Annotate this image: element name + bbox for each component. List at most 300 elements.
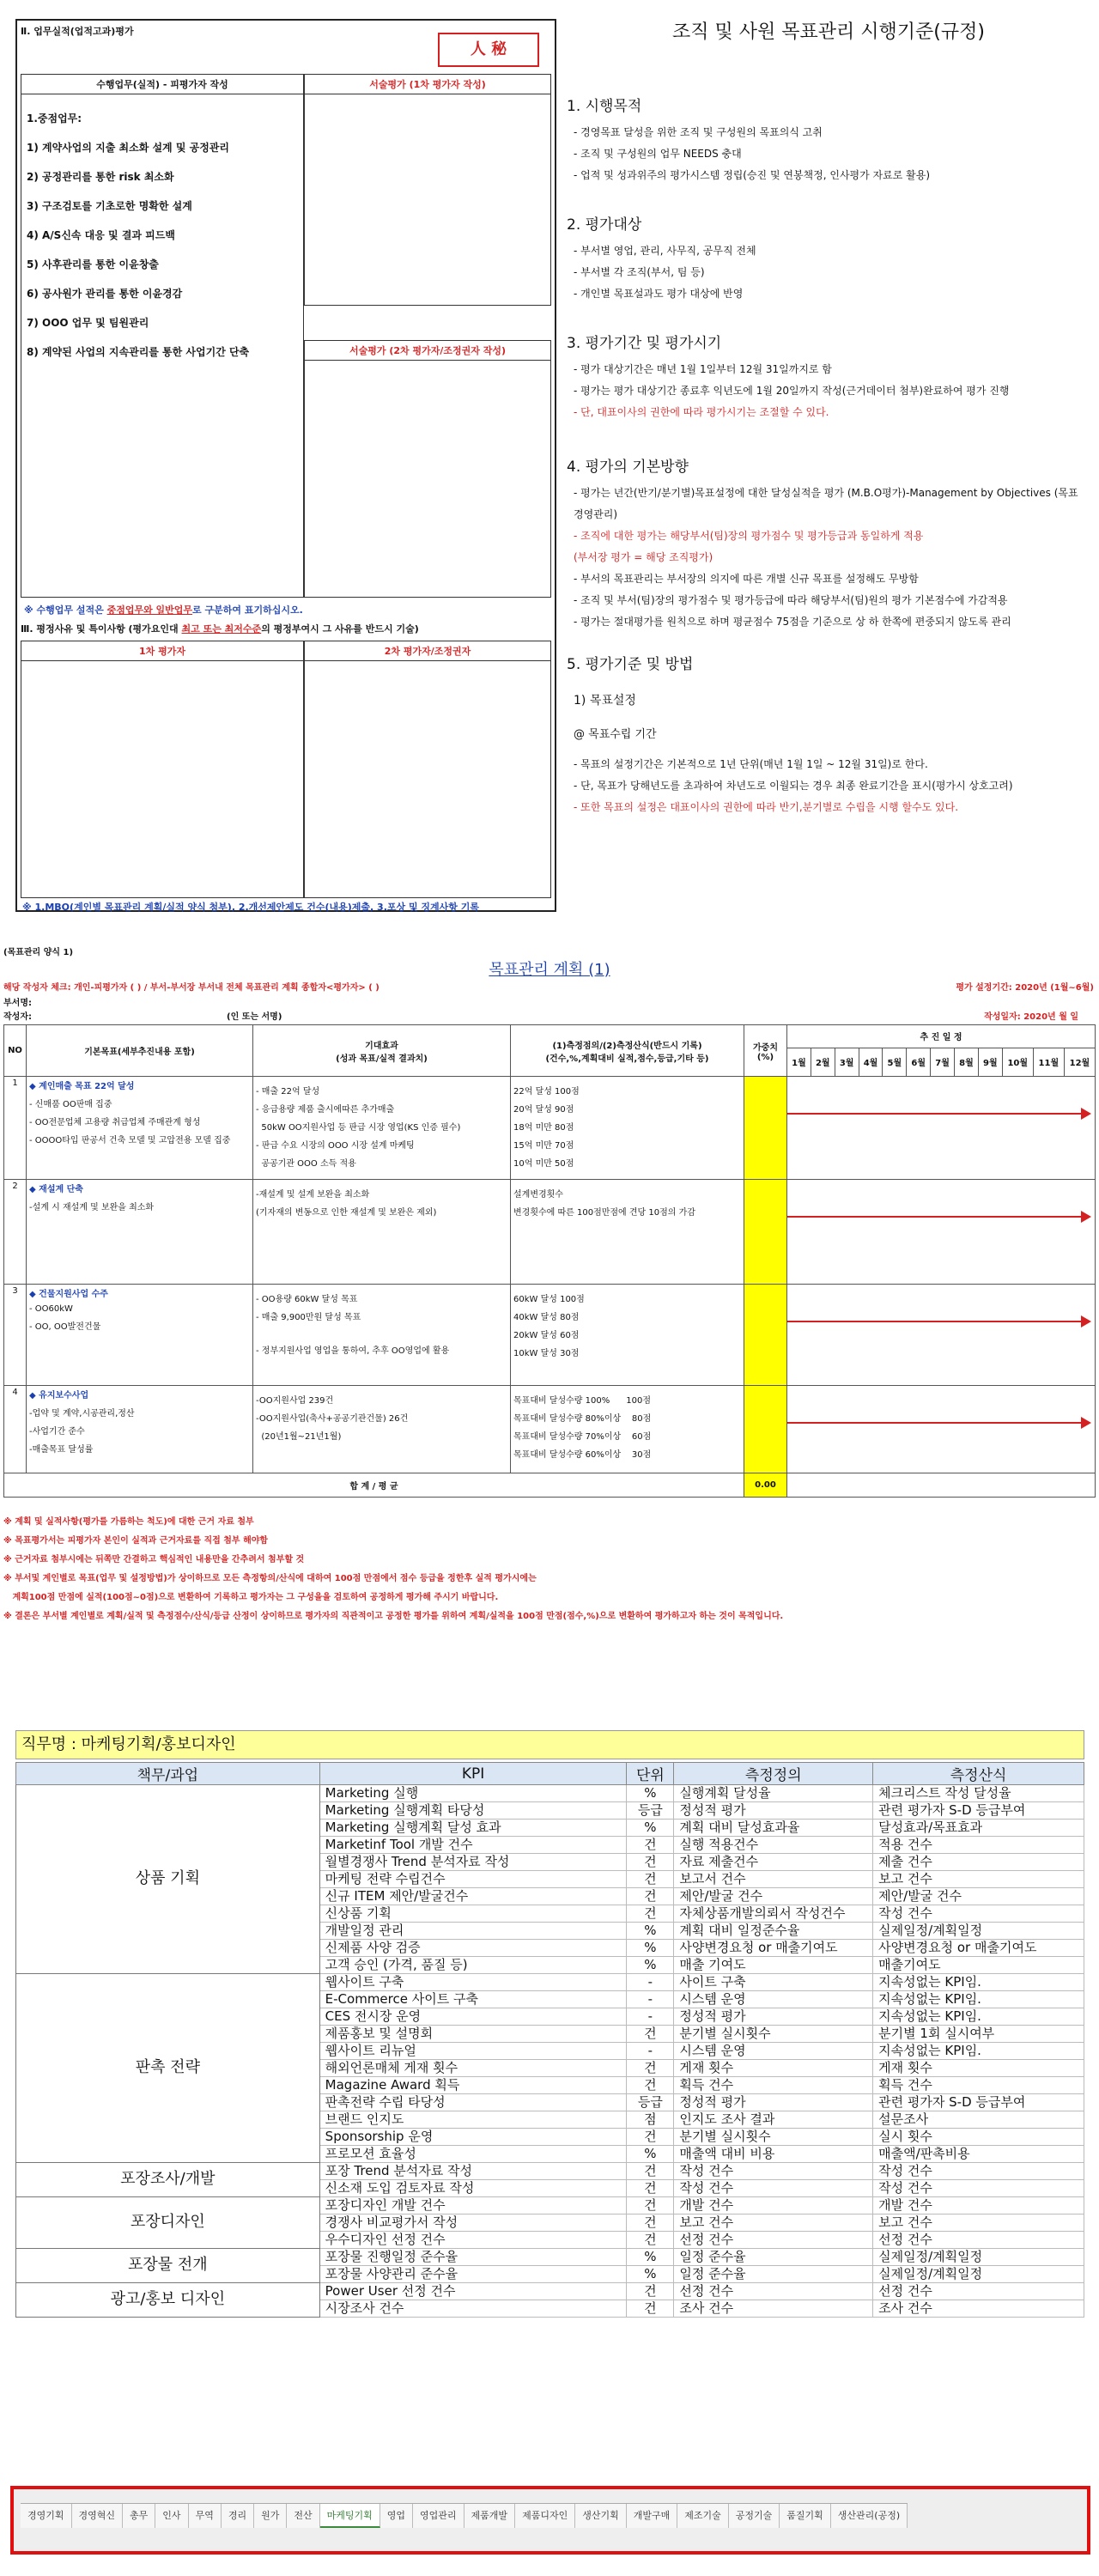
mbo-measure-item: 목표대비 달성수량 100% 100점: [513, 1396, 652, 1406]
mbo-measure-item: 20kW 달성 60점: [513, 1331, 580, 1340]
kpi-row: [16, 2197, 1084, 2215]
schedule-arrow: [787, 1321, 1090, 1322]
schedule-arrow: [787, 1113, 1090, 1115]
confidential-stamp: 人 秘: [438, 33, 539, 67]
kpi-formula: 실제일정/계획일정: [873, 2249, 1084, 2266]
kpi-definition: 시스템 운영: [674, 1991, 873, 2008]
kpi-duty-group: 상품 기획: [16, 1785, 320, 1974]
kpi-unit: 등급: [627, 2094, 674, 2111]
mbo-h-no: NO: [4, 1025, 27, 1077]
kpi-unit: -: [627, 1991, 674, 2008]
kpi-row: [16, 2249, 1084, 2266]
mbo-row: [4, 1285, 1096, 1386]
mbo-schedule-cell[interactable]: [787, 1285, 1096, 1386]
kpi-definition: 자료 제출건수: [674, 1854, 873, 1871]
kpi-unit: -: [627, 2043, 674, 2060]
duty-item: 1.중점업무:: [27, 112, 82, 125]
kpi-name: Sponsorship 운영: [319, 2129, 627, 2146]
sheet-tab[interactable]: 전산: [287, 2504, 319, 2528]
mbo-writer: 작성자:: [3, 1012, 32, 1022]
kpi-unit: 건: [627, 2232, 674, 2249]
kpi-name: 신제품 사양 검증: [319, 1940, 627, 1957]
kpi-name: 개발일정 관리: [319, 1923, 627, 1940]
kpi-unit: -: [627, 2008, 674, 2026]
kpi-formula: 선정 건수: [873, 2283, 1084, 2300]
mbo-measure-item: 10kW 달성 30점: [513, 1349, 580, 1358]
kpi-formula: 조사 건수: [873, 2300, 1084, 2318]
mbo-effect-item: -재설계 및 설계 보완을 최소화: [256, 1190, 370, 1200]
kpi-definition: 개발 건수: [674, 2197, 873, 2215]
kpi-definition: 획득 건수: [674, 2077, 873, 2094]
kpi-unit: 건: [627, 2060, 674, 2077]
kpi-formula: 적용 건수: [873, 1837, 1084, 1854]
mbo-row-effect: [253, 1285, 511, 1386]
mbo-goal-item: -사업기간 준수: [29, 1427, 85, 1437]
mbo-note: ※ 목표평가서는 피평가자 본인이 실적과 근거자료를 직접 첨부 해야함: [3, 1536, 269, 1546]
mbo-note: ※ 계획 및 실적사항(평가를 가름하는 척도)에 대한 근거 자료 첨부: [3, 1517, 254, 1527]
kpi-formula: 지속성없는 KPI임.: [873, 2008, 1084, 2026]
kpi-definition: 작성 건수: [674, 2180, 873, 2197]
kpi-definition: 자체상품개발의뢰서 작성건수: [674, 1905, 873, 1923]
mbo-row-no: 3: [4, 1285, 27, 1386]
kpi-formula: 매출기여도: [873, 1957, 1084, 1974]
mbo-schedule-cell[interactable]: [787, 1180, 1096, 1285]
kpi-unit: 건: [627, 1854, 674, 1871]
kpi-name: 월별경쟁사 Trend 분석자료 작성: [319, 1854, 627, 1871]
mbo-effect-item: -OO지원사업(축사+공공기관건물) 26건: [256, 1414, 409, 1424]
mbo-goal-item: -매출목표 달성률: [29, 1445, 94, 1455]
mbo-period: 평가 설정기간: 2020년 (1월~6월): [956, 983, 1094, 993]
sheet-tab[interactable]: 경리: [222, 2504, 254, 2528]
kpi-name: 포장디자인 개발 건수: [319, 2197, 627, 2215]
kpi-table: [15, 1762, 1084, 2318]
reg-s2-list: [567, 240, 1090, 305]
reg-s5-1: 1) 목표설정: [574, 694, 636, 708]
kpi-unit: 건: [627, 2163, 674, 2180]
kpi-name: 고객 승인 (가격, 품질 등): [319, 1957, 627, 1974]
mbo-table: [3, 1024, 1096, 1498]
kpi-unit: 등급: [627, 1802, 674, 1820]
kpi-unit: %: [627, 1820, 674, 1837]
sheet-tab[interactable]: 마케팅기획: [320, 2504, 380, 2528]
mbo-note: ※ 부서및 계인별로 목표(업무 및 설정방법)가 상이하므로 모든 측정항의/산식에 대하여 100점 만점에서 점수 등급을 정한후 실적 평가시에는: [3, 1574, 537, 1583]
kpi-formula: 관련 평가자 S-D 등급부여: [873, 2094, 1084, 2111]
kpi-formula: 분기별 1회 실시여부: [873, 2026, 1084, 2043]
mbo-row: [4, 1386, 1096, 1473]
month-header: 8월: [955, 1048, 979, 1076]
kpi-formula: 획득 건수: [873, 2077, 1084, 2094]
mbo-total-value: 0.00: [744, 1473, 787, 1498]
reg-list-item: - 평가 대상기간은 매년 1월 1일부터 12월 31일까지로 함: [574, 363, 832, 375]
reg-s1-heading: 1. 시행목적: [567, 98, 642, 115]
kpi-unit: -: [627, 1974, 674, 1991]
mbo-row-goal: [27, 1077, 253, 1180]
month-header: 12월: [1064, 1048, 1095, 1076]
reg-s3-heading: 3. 평가기간 및 평가시기: [567, 335, 722, 352]
kpi-definition: 조사 건수: [674, 2300, 873, 2318]
kpi-h-unit: 단위: [627, 1763, 674, 1785]
mbo-goal-title: ◆ 유지보수사업: [29, 1391, 89, 1400]
kpi-name: Marketinf Tool 개발 건수: [319, 1837, 627, 1854]
mbo-row-measure: [511, 1386, 744, 1473]
mbo-effect-item: - 매출 22억 달성: [256, 1087, 320, 1097]
mbo-row-weight[interactable]: [744, 1285, 787, 1386]
kpi-definition: 계획 대비 일정준수율: [674, 1923, 873, 1940]
section-3-heading: Ⅲ. 평정사유 및 특이사항 (평가요인대 최고 또는 최저수준의 평정부여시 그 사유를 반드시 기술): [21, 623, 419, 635]
sheet-tab[interactable]: 인사: [155, 2504, 188, 2528]
mbo-effect-item: - 매출 9,900만원 달성 목표: [256, 1313, 361, 1322]
mbo-check-line: 해당 작성자 체크: 개인-피평가자 ( ) / 부서-부서장 부서내 전체 목표관리 계획 종합자<평가자> ( ): [3, 983, 379, 993]
kpi-h-duty: 책무/과업: [16, 1763, 320, 1785]
kpi-definition: 정성적 평가: [674, 1802, 873, 1820]
col-left-header: 수행업무(실적) - 피평가자 작성: [21, 75, 303, 94]
kpi-h-formula: 측정산식: [873, 1763, 1084, 1785]
mbo-h-schedule: 추 진 일 정: [787, 1025, 1096, 1048]
duty-item: 6) 공사원가 관리를 통한 이윤경감: [27, 288, 183, 300]
reg-s5-red-note: - 또한 목표의 설정은 대표이사의 권한에 따라 반기,분기별로 수립을 시행 할수도 있다.: [574, 801, 959, 813]
kpi-unit: 건: [627, 2215, 674, 2232]
kpi-definition: 매출 기여도: [674, 1957, 873, 1974]
kpi-definition: 선정 건수: [674, 2283, 873, 2300]
evaluation-form: [15, 19, 556, 912]
kpi-unit: 건: [627, 2283, 674, 2300]
regulation-title: 조직 및 사원 목표관리 시행기준(규정): [672, 21, 985, 43]
sheet-tab[interactable]: 생산관리(공정): [831, 2504, 908, 2528]
reg-list-item: - 업적 및 성과위주의 평가시스템 정립(승진 및 연봉책정, 인사평가 자료로 활용): [574, 169, 931, 181]
kpi-formula: 제출 건수: [873, 1854, 1084, 1871]
duty-item: 7) OOO 업무 및 팀원관리: [27, 317, 149, 329]
month-header: 6월: [907, 1048, 931, 1076]
kpi-row: [16, 1974, 1084, 1991]
mbo-measure-item: 18억 미만 80점: [513, 1123, 574, 1133]
kpi-formula: 게재 횟수: [873, 2060, 1084, 2077]
sheet-tab[interactable]: 생산기획: [575, 2504, 627, 2528]
kpi-name: 신소재 도입 검토자료 작성: [319, 2180, 627, 2197]
kpi-definition: 실행계획 달성율: [674, 1785, 873, 1802]
reg-s5-2: @ 목표수립 기간: [574, 728, 657, 741]
sheet-tab[interactable]: 공정기술: [729, 2504, 780, 2528]
mbo-title: 목표관리 계획 (1): [489, 961, 610, 979]
kpi-definition: 분기별 실시횟수: [674, 2129, 873, 2146]
kpi-definition: 일정 준수율: [674, 2266, 873, 2283]
mbo-measure-item: 목표대비 달성수량 80%이상 80점: [513, 1414, 652, 1424]
sheet-tab[interactable]: 영업관리: [413, 2504, 464, 2528]
mbo-measure-item: 40kW 달성 80점: [513, 1313, 580, 1322]
mbo-effect-item: (기자재의 변동으로 인한 재설계 및 보완은 제외): [256, 1208, 437, 1218]
mbo-row-no: 1: [4, 1077, 27, 1180]
duty-item: 2) 공정관리를 통한 risk 최소화: [27, 171, 174, 183]
kpi-definition: 시스템 운영: [674, 2043, 873, 2060]
kpi-formula: 관련 평가자 S-D 등급부여: [873, 1802, 1084, 1820]
section-2-heading: Ⅱ. 업무실적(업적고과)평가: [21, 26, 134, 37]
duties-list: [21, 113, 303, 357]
kpi-definition: 분기별 실시횟수: [674, 2026, 873, 2043]
mbo-row: [4, 1180, 1096, 1285]
mbo-effect-item: (20년1월~21년1월): [256, 1432, 342, 1442]
mbo-h-goal: 기본목표(세부추진내용 포함): [27, 1025, 253, 1077]
mbo-form-label: (목표관리 양식 1): [3, 948, 74, 957]
kpi-formula: 실제일정/계획일정: [873, 2266, 1084, 2283]
kpi-definition: 일정 준수율: [674, 2249, 873, 2266]
mbo-goal-item: - OOOO타입 판공서 건축 모델 및 고압전용 모델 집중: [29, 1136, 231, 1145]
sheet-tab[interactable]: 제조기술: [677, 2504, 729, 2528]
kpi-definition: 인지도 조사 결과: [674, 2111, 873, 2129]
kpi-row: [16, 2163, 1084, 2180]
kpi-unit: 점: [627, 2111, 674, 2129]
mbo-effect-item: - 정부지원사업 영업을 통하여, 추후 OO영업에 활용: [256, 1346, 450, 1356]
duty-item: 4) A/S신속 대응 및 결과 피드백: [27, 229, 175, 241]
kpi-name: 경쟁사 비교평가서 작성: [319, 2215, 627, 2232]
kpi-duty-group: 포장디자인: [16, 2197, 320, 2249]
kpi-formula: 작성 건수: [873, 2180, 1084, 2197]
month-header: 5월: [883, 1048, 907, 1076]
mbo-row-no: 2: [4, 1180, 27, 1285]
first-review-box: [304, 74, 551, 306]
kpi-name: Marketing 실행: [319, 1785, 627, 1802]
mbo-effect-item: - 판급 수요 시장의 OOO 시장 설계 마케팅: [256, 1141, 415, 1151]
kpi-definition: 정성적 평가: [674, 2008, 873, 2026]
kpi-formula: 달성효과/목표효과: [873, 1820, 1084, 1837]
kpi-name: Power User 선정 건수: [319, 2283, 627, 2300]
duty-item: 1) 계약사업의 지출 최소화 설계 및 공정관리: [27, 142, 229, 154]
sheet-tab[interactable]: 경영기획: [21, 2504, 72, 2528]
mbo-schedule-cell[interactable]: [787, 1386, 1096, 1473]
reg-list-item: - 평가는 절대평가를 원칙으로 하며 평균점수 75점을 기준으로 상 하 한쪽에 편중되지 않도록 관리: [574, 616, 1011, 628]
mbo-measure-item: 60kW 달성 100점: [513, 1295, 585, 1304]
reg-list-item: - 조직 및 구성원의 업무 NEEDS 충대: [574, 148, 742, 160]
mbo-row-weight[interactable]: [744, 1077, 787, 1180]
kpi-name: 마케팅 전략 수립건수: [319, 1871, 627, 1888]
month-header: 10월: [1002, 1048, 1033, 1076]
kpi-formula: 개발 건수: [873, 2197, 1084, 2215]
kpi-duty-group: 광고/홍보 디자인: [16, 2283, 320, 2318]
month-header: 3월: [835, 1048, 859, 1076]
kpi-unit: 건: [627, 2197, 674, 2215]
sheet-tab[interactable]: 품질기획: [780, 2504, 831, 2528]
reg-s5-list: [567, 754, 1090, 797]
kpi-name: 시장조사 건수: [319, 2300, 627, 2318]
mbo-row-effect: [253, 1180, 511, 1285]
reg-s4-heading: 4. 평가의 기본방향: [567, 459, 689, 476]
kpi-formula: 사양변경요청 or 매출기여도: [873, 1940, 1084, 1957]
kpi-unit: %: [627, 1940, 674, 1957]
mbo-signature: (인 또는 서명): [227, 1012, 282, 1022]
sheet-tab[interactable]: 제품개발: [464, 2504, 516, 2528]
kpi-name: 판촉전략 수립 타당성: [319, 2094, 627, 2111]
duty-item: 5) 사후관리를 통한 이윤창출: [27, 258, 159, 270]
mbo-measure-item: 설계변경횟수: [513, 1190, 563, 1200]
kpi-row: [16, 2283, 1084, 2300]
kpi-definition: 실행 적용건수: [674, 1837, 873, 1854]
month-header: 7월: [931, 1048, 955, 1076]
kpi-formula: 지속성없는 KPI임.: [873, 1974, 1084, 1991]
mbo-effect-item: -OO지원사업 239건: [256, 1396, 334, 1406]
reg-list-item: - 평가는 년간(반기/분기별)목표설정에 대한 달성실적을 평가 (M.B.O평가)-Management by Objectives (목표 경영관리): [574, 487, 1078, 520]
kpi-name: E-Commerce 사이트 구축: [319, 1991, 627, 2008]
kpi-formula: 실제일정/계획일정: [873, 1923, 1084, 1940]
mbo-h-measure: (1)측정점의/(2)측정산식(반드시 기록) (건수,%,계획대비 실적,점수,등급,기타 등): [511, 1025, 744, 1077]
sheet-tab[interactable]: 영업: [380, 2504, 413, 2528]
mbo-note: ※ 근거자료 첨부시에는 뒤쪽만 간결하고 핵심적인 내용만을 간추려서 첨부할 것: [3, 1555, 305, 1564]
kpi-definition: 작성 건수: [674, 2163, 873, 2180]
mbo-effect-item: [256, 1327, 507, 1338]
kpi-unit: %: [627, 2249, 674, 2266]
kpi-formula: 선정 건수: [873, 2232, 1084, 2249]
kpi-unit: 건: [627, 1871, 674, 1888]
kpi-formula: 지속성없는 KPI임.: [873, 1991, 1084, 2008]
reg-list-item: (부서장 평가 = 해당 조직평가): [574, 551, 713, 563]
mbo-note: ※ 결론은 부서별 계인별로 계획/실적 및 측정점수/산식/등급 산정이 상이하므로 평가자의 직관적이고 공정한 평가를 위하여 계획/실적을 100점 만점(점수,%)으로 변환하여 평가하고자 하는 것이 목적입니다.: [3, 1612, 784, 1621]
kpi-name: 우수디자인 선정 건수: [319, 2232, 627, 2249]
kpi-name: 웹사이트 리뉴얼: [319, 2043, 627, 2060]
duty-item: 8) 계약된 사업의 지속관리를 통한 사업기간 단축: [27, 346, 250, 358]
month-header: 4월: [859, 1048, 883, 1076]
mbo-row-goal: [27, 1386, 253, 1473]
mbo-goal-title: ◆ 재설계 단축: [29, 1185, 83, 1194]
reg-list-item: - 개인별 목표설과도 평가 대상에 반영: [574, 288, 744, 300]
month-header: 2월: [811, 1048, 835, 1076]
kpi-definition: 제안/발굴 건수: [674, 1888, 873, 1905]
sheet-tab[interactable]: 원가: [254, 2504, 287, 2528]
kpi-duty-group: 포장조사/개발: [16, 2163, 320, 2197]
reg-list-item: - 부서별 각 조직(부서, 팀 등): [574, 266, 705, 278]
kpi-formula: 제안/발굴 건수: [873, 1888, 1084, 1905]
mbo-dept: 부서명:: [3, 999, 32, 1008]
kpi-name: 프로모션 효율성: [319, 2146, 627, 2163]
kpi-definition: 보고서 건수: [674, 1871, 873, 1888]
mbo-total-row: [4, 1473, 1096, 1498]
mbo-goal-item: - OO60kW: [29, 1304, 73, 1314]
mbo-measure-item: 변경횟수에 따른 100점만점에 견당 10점의 가감: [513, 1208, 695, 1218]
mbo-row-goal: [27, 1285, 253, 1386]
mbo-plan-form: [3, 945, 1096, 1666]
reg-s4-list: [567, 483, 1090, 633]
kpi-unit: 건: [627, 1837, 674, 1854]
duty-note: ※ 수행업무 설적은 중점업무와 일반업무로 구분하여 표기하십시오.: [24, 605, 303, 616]
second-evaluator-label: 2차 평가자/조정권자: [305, 641, 550, 661]
mbo-row-measure: [511, 1077, 744, 1180]
reg-s5-heading: 5. 평가기준 및 방법: [567, 656, 694, 673]
mbo-h-effect: 기대효과 (성과 목표/실적 결과치): [253, 1025, 511, 1077]
col-right1-header: 서술평가 (1차 평가자 작성): [305, 75, 550, 94]
kpi-definition: 선정 건수: [674, 2232, 873, 2249]
kpi-name: 신상품 기획: [319, 1905, 627, 1923]
sheet-tab[interactable]: 무역: [189, 2504, 222, 2528]
reg-list-item: - 목표의 설정기간은 기본적으로 1년 단위(매년 1월 1일 ~ 12월 31일)로 한다.: [574, 758, 928, 770]
mbo-total-label: 합 계 / 평 균: [4, 1473, 744, 1498]
mbo-row-no: 4: [4, 1386, 27, 1473]
mbo-schedule-cell[interactable]: [787, 1077, 1096, 1180]
sheet-tab[interactable]: 총무: [123, 2504, 155, 2528]
kpi-unit: %: [627, 1785, 674, 1802]
mbo-row-measure: [511, 1285, 744, 1386]
kpi-unit: 건: [627, 2026, 674, 2043]
kpi-definition: 보고 건수: [674, 2215, 873, 2232]
kpi-formula: 지속성없는 KPI임.: [873, 2043, 1084, 2060]
kpi-name: 포장물 진행일정 준수율: [319, 2249, 627, 2266]
mbo-goal-title: ◆ 계인매출 목표 22억 달성: [29, 1082, 135, 1091]
month-header: 11월: [1033, 1048, 1064, 1076]
sheet-tab-bar: [10, 2486, 1090, 2555]
kpi-name: 포장물 사양관리 준수율: [319, 2266, 627, 2283]
reg-list-item: - 조직 및 부서(팀)장의 평가점수 및 평가등급에 따라 해당부서(팀)원의 평가 기본점수에 가감적용: [574, 594, 1008, 606]
kpi-name: 브랜드 인지도: [319, 2111, 627, 2129]
kpi-unit: %: [627, 1923, 674, 1940]
job-title-bar: 직무명 : 마케팅기획/홍보디자인: [15, 1730, 1084, 1759]
second-evaluator-box: [304, 641, 551, 898]
kpi-h-definition: 측정정의: [674, 1763, 873, 1785]
mbo-row-weight[interactable]: [744, 1386, 787, 1473]
reg-list-item: - 경영목표 달성을 위한 조직 및 구성원의 목표의식 고취: [574, 126, 823, 138]
first-evaluator-box: [21, 641, 304, 898]
reg-list-item: - 단, 목표가 당해년도를 초과하여 차년도로 이월되는 경우 최종 완료기간을 표시(평가시 상호고려): [574, 780, 1013, 792]
kpi-unit: 건: [627, 1905, 674, 1923]
kpi-name: CES 전시장 운영: [319, 2008, 627, 2026]
month-header: 1월: [787, 1048, 811, 1076]
sheet-tab[interactable]: 경영혁신: [72, 2504, 124, 2528]
kpi-formula: 작성 건수: [873, 1905, 1084, 1923]
kpi-name: 신규 ITEM 제안/발굴건수: [319, 1888, 627, 1905]
kpi-formula: 보고 건수: [873, 1871, 1084, 1888]
mbo-note: 계획100점 만점에 실적(100점~0점)으로 변환하여 기록하고 평가자는 그 구성을을 검토하여 공정하게 평가해 주시기 바랍니다.: [3, 1593, 499, 1602]
reg-s1-list: [567, 122, 1090, 186]
duties-box: [21, 74, 304, 598]
reg-list-item: - 조직에 대한 평가는 해당부서(팀)장의 평가점수 및 평가등급과 동일하게 적용: [574, 530, 924, 542]
kpi-name: 제품홍보 및 설명회: [319, 2026, 627, 2043]
kpi-name: 웹사이트 구축: [319, 1974, 627, 1991]
first-evaluator-label: 1차 평가자: [21, 641, 303, 661]
mbo-measure-item: 22억 달성 100점: [513, 1087, 580, 1097]
kpi-unit: %: [627, 1957, 674, 1974]
mbo-row-weight[interactable]: [744, 1180, 787, 1285]
kpi-definition: 계획 대비 달성효과율: [674, 1820, 873, 1837]
mbo-goal-item: -설계 시 재설계 및 보완을 최소화: [29, 1203, 155, 1212]
mbo-goal-item: - OO, OO발전건물: [29, 1322, 101, 1332]
reg-list-item: - 부서의 목표관리는 부서장의 의지에 따른 개별 신규 목표를 설정해도 무방함: [574, 573, 919, 585]
mbo-total-schedule: [787, 1473, 1096, 1498]
kpi-formula: 실시 횟수: [873, 2129, 1084, 2146]
kpi-unit: %: [627, 2146, 674, 2163]
kpi-h-kpi: KPI: [319, 1763, 627, 1785]
kpi-definition: 매출액 대비 비용: [674, 2146, 873, 2163]
sheet-tab[interactable]: 제품디자인: [515, 2504, 575, 2528]
kpi-formula: 매출액/판촉비용: [873, 2146, 1084, 2163]
reg-s3-list: [567, 359, 1090, 402]
kpi-row: [16, 1785, 1084, 1802]
mbo-goal-item: - 신매품 OO판매 집중: [29, 1100, 112, 1109]
kpi-unit: 건: [627, 2129, 674, 2146]
mbo-row-measure: [511, 1180, 744, 1285]
mbo-goal-item: -업약 및 계약,시공관리,정산: [29, 1409, 135, 1419]
mbo-row-effect: [253, 1386, 511, 1473]
kpi-formula: 보고 건수: [873, 2215, 1084, 2232]
kpi-duty-group: 판촉 전략: [16, 1974, 320, 2163]
mbo-measure-item: 10억 미만 50점: [513, 1159, 574, 1169]
kpi-unit: 건: [627, 2077, 674, 2094]
kpi-formula: 설문조사: [873, 2111, 1084, 2129]
mbo-notes: [3, 1513, 1096, 1626]
duty-item: 3) 구조검토를 기초로한 명확한 설계: [27, 200, 192, 212]
sheet-tab[interactable]: 개발구매: [627, 2504, 678, 2528]
kpi-definition: 사양변경요청 or 매출기여도: [674, 1940, 873, 1957]
mbo-h-weight: 가중치 (%): [744, 1025, 787, 1077]
mbo-effect-item: - OO용량 60kW 달성 목표: [256, 1295, 358, 1304]
mbo-effect-item: 50kW OO지원사업 등 판급 시장 영업(KS 인증 필수): [256, 1123, 461, 1133]
month-header: 9월: [978, 1048, 1002, 1076]
kpi-definition: 사이트 구축: [674, 1974, 873, 1991]
kpi-definition: 정성적 평가: [674, 2094, 873, 2111]
mbo-row: [4, 1077, 1096, 1180]
